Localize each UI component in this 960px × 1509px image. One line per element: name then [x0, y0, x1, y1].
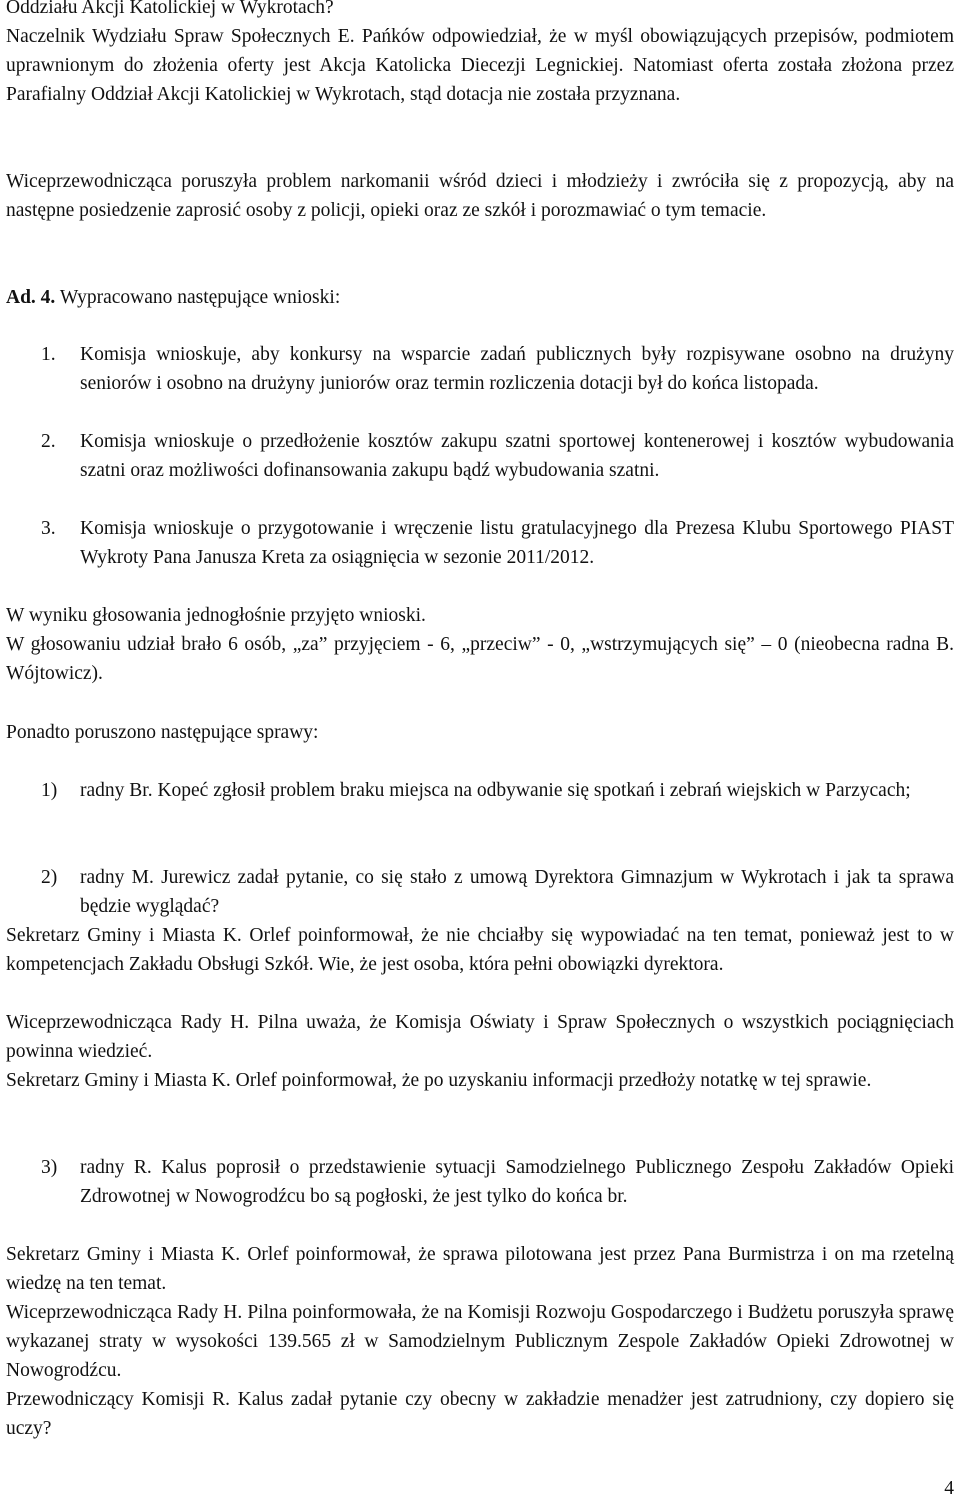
paragraph-naczelnik: Naczelnik Wydziału Spraw Społecznych E. Pańków odpowiedział, że w myśl obowiązujących przepisów, podmiotem uprawnionym do złożenia oferty jest Akcja Katolicka Diecezji Legnickiej. Natomiast oferta została złożona przez Parafialny Oddział Akcji Katolickiej w Wykrotach, stąd dotacja nie została przyznana. [6, 26, 954, 105]
wniosek-number: 1. [41, 344, 56, 365]
ad4-label: Ad. 4. [6, 287, 56, 308]
sprawa-text: radny M. Jurewicz zadał pytanie, co się stało z umową Dyrektora Gimnazjum w Wykrotach i jak ta sprawa będzie wyglądać? [80, 867, 954, 917]
paragraph-przewodniczacy: Przewodniczący Komisji R. Kalus zadał pytanie czy obecny w zakładzie menadżer jest zatrudniony, czy dopiero się uczy? [6, 1389, 954, 1439]
paragraph-wiceprzewodniczaca-rady: Wiceprzewodnicząca Rady H. Pilna poinformowała, że na Komisji Rozwoju Gospodarczego i Budżetu poruszyła sprawę wykazanej straty w wysokości 139.565 zł w Samodzielnym Publicznym Zespole Zakładów Opieki Zdrowotnej w Nowogrodźcu. [6, 1302, 954, 1381]
page-number: 4 [944, 1478, 954, 1499]
wniosek-text: Komisja wnioskuje o przedłożenie kosztów zakupu szatni sportowej kontenerowej i kosztów wybudowania szatni oraz możliwości dofinansowania zakupu bądź wybudowania szatni. [80, 431, 954, 481]
paragraph-ponadto: Ponadto poruszono następujące sprawy: [6, 722, 319, 743]
paragraph-sekretarz: Sekretarz Gminy i Miasta K. Orlef poinformował, że sprawa pilotowana jest przez Pana Burmistrza i on ma rzetelną wiedzę na ten temat. [6, 1244, 954, 1294]
wniosek-number: 2. [41, 431, 56, 452]
vote-result: W wyniku głosowania jednogłośnie przyjęto wnioski. [6, 605, 426, 626]
paragraph-wiceprzewodniczaca: Wiceprzewodnicząca poruszyła problem narkomanii wśród dzieci i młodzieży i zwróciła się z propozycją, aby na następne posiedzenie zaprosić osoby z policji, opieki oraz ze szkół i porozmawiać o tym temacie. [6, 171, 954, 221]
paragraph-sekretarz: Sekretarz Gminy i Miasta K. Orlef poinformował, że po uzyskaniu informacji przedłoży notatkę w tej sprawie. [6, 1070, 872, 1091]
wniosek-text: Komisja wnioskuje, aby konkursy na wsparcie zadań publicznych były rozpisywane osobno na drużyny seniorów i osobno na drużyny juniorów oraz termin rozliczenia dotacji był do końca listopada. [80, 344, 954, 394]
wniosek-text: Komisja wnioskuje o przygotowanie i wręczenie listu gratulacyjnego dla Prezesa Klubu Sportowego PIAST Wykroty Pana Janusza Kreta za osiągnięcia w sezonie 2011/2012. [80, 518, 954, 568]
sprawa-number: 1) [41, 780, 58, 801]
paragraph-wiceprzewodniczaca-rady: Wiceprzewodnicząca Rady H. Pilna uważa, że Komisja Oświaty i Spraw Społecznych o wszystkich pociągnięciach powinna wiedzieć. [6, 1012, 954, 1062]
wniosek-number: 3. [41, 518, 56, 539]
section-heading-ad4 [6, 284, 340, 313]
sprawa-number: 3) [41, 1157, 58, 1178]
vote-details: W głosowaniu udział brało 6 osób, „za” przyjęciem - 6, „przeciw” - 0, „wstrzymujących się” – 0 (nieobecna radna B. Wójtowicz). [6, 634, 954, 684]
ad4-text: Wypracowano następujące wnioski: [55, 287, 341, 308]
paragraph-intro: Oddziału Akcji Katolickiej w Wykrotach? [6, 0, 334, 18]
sprawa-number: 2) [41, 867, 58, 888]
paragraph-sekretarz: Sekretarz Gminy i Miasta K. Orlef poinformował, że nie chciałby się wypowiadać na ten temat, ponieważ jest to w kompetencjach Zakładu Obsługi Szkół. Wie, że jest osoba, która pełni obowiązki dyrektora. [6, 925, 954, 975]
sprawa-text: radny R. Kalus poprosił o przedstawienie sytuacji Samodzielnego Publicznego Zespołu Zakładów Opieki Zdrowotnej w Nowogrodźcu bo są pogłoski, że jest tylko do końca br. [80, 1157, 954, 1207]
sprawa-text: radny Br. Kopeć zgłosił problem braku miejsca na odbywanie się spotkań i zebrań wiejskich w Parzycach; [80, 780, 911, 801]
